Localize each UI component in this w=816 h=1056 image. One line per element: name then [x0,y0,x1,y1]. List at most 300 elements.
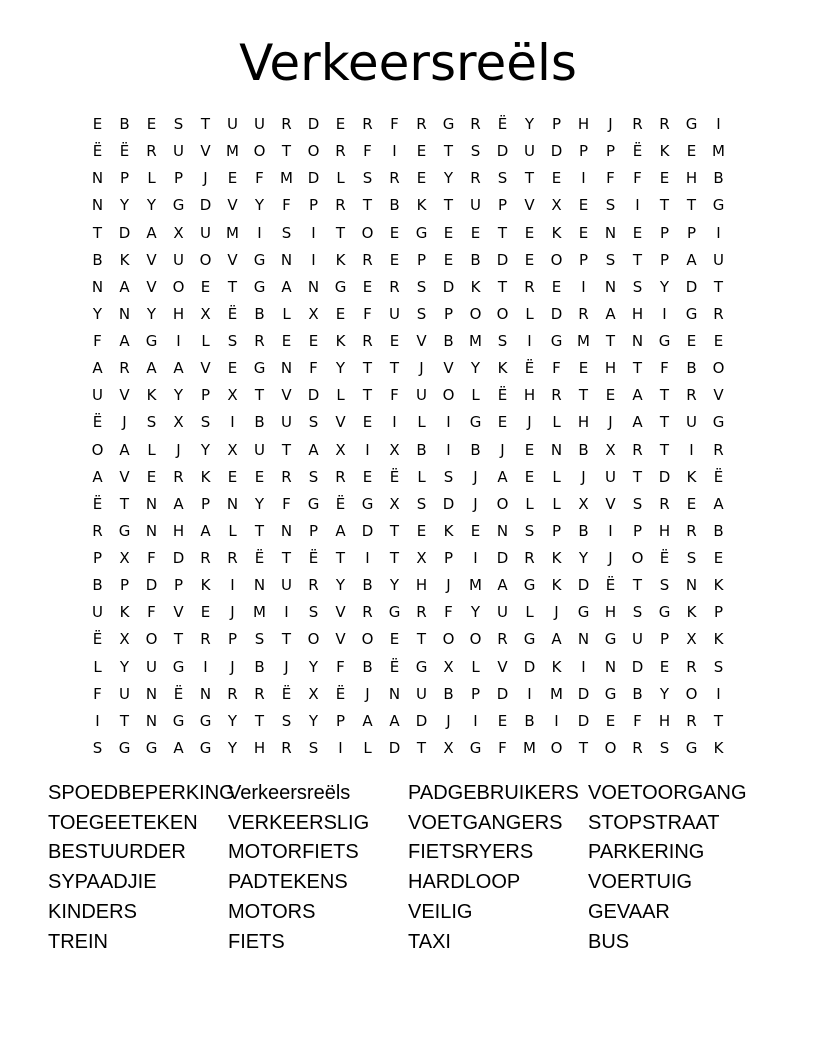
grid-letter: Ë [119,142,130,161]
grid-letter: T [659,386,670,405]
grid-letter: K [551,657,562,676]
grid-letter: K [416,196,427,215]
grid-letter: G [604,684,617,703]
grid-row [84,464,732,491]
grid-letter: D [631,657,644,676]
grid-letter: G [145,738,158,757]
grid-letter: G [469,738,482,757]
grid-letter: V [335,413,346,432]
word-search-grid [84,111,732,762]
grid-letter: I [554,711,559,730]
grid-letter: Y [659,277,670,296]
grid-letter: R [632,115,643,134]
grid-letter: K [335,250,346,269]
grid-letter: I [257,223,262,242]
grid-letter: O [199,250,212,269]
grid-row [84,437,732,464]
grid-letter: X [686,630,697,649]
grid-letter: T [254,386,265,405]
grid-letter: P [119,169,130,188]
grid-letter: A [200,521,211,540]
grid-letter: B [362,657,373,676]
grid-letter: B [578,440,589,459]
grid-letter: M [253,603,266,622]
grid-letter: E [578,223,589,242]
grid-letter: T [659,196,670,215]
grid-letter: K [200,576,211,595]
grid-letter: A [362,711,373,730]
grid-letter: J [203,169,208,188]
grid-letter: R [362,250,373,269]
grid-letter: S [281,223,292,242]
grid-letter: R [362,115,373,134]
grid-letter: I [473,549,478,568]
grid-letter: P [659,250,670,269]
grid-letter: L [201,332,210,351]
grid-letter: V [119,467,130,486]
grid-letter: P [497,196,508,215]
grid-letter: R [281,467,292,486]
grid-letter: P [173,576,184,595]
grid-letter: F [282,196,291,215]
grid-letter: E [524,467,535,486]
grid-letter: S [146,413,157,432]
grid-letter: O [361,223,374,242]
grid-letter: X [173,413,184,432]
grid-letter: T [632,576,643,595]
grid-letter: N [604,277,617,296]
grid-letter: F [93,684,102,703]
grid-letter: X [335,440,346,459]
word-list-item: MOTORS [228,901,316,924]
grid-letter: A [713,494,724,513]
grid-letter: O [604,738,617,757]
word-list-item: HARDLOOP [408,871,521,894]
grid-letter: Ë [632,142,643,161]
grid-letter: F [309,359,318,378]
grid-letter: X [308,684,319,703]
grid-letter: N [631,332,644,351]
grid-letter: B [254,304,265,323]
grid-letter: G [658,603,671,622]
grid-letter: Y [659,684,670,703]
grid-letter: T [335,223,346,242]
grid-letter: D [523,657,536,676]
grid-letter: E [200,277,211,296]
grid-letter: G [469,413,482,432]
grid-letter: L [471,657,480,676]
grid-letter: A [146,223,157,242]
grid-letter: A [497,576,508,595]
grid-letter: A [146,359,157,378]
grid-letter: N [307,277,320,296]
grid-letter: I [230,413,235,432]
grid-letter: Ë [335,684,346,703]
grid-letter: K [119,250,130,269]
grid-letter: E [605,711,616,730]
grid-letter: E [524,223,535,242]
grid-letter: P [632,521,643,540]
grid-letter: A [173,494,184,513]
grid-letter: H [172,304,185,323]
grid-letter: D [550,304,563,323]
grid-letter: U [632,630,643,649]
grid-letter: G [658,332,671,351]
grid-letter: D [496,684,509,703]
grid-letter: T [362,386,373,405]
grid-letter: Y [254,494,265,513]
grid-letter: D [361,521,374,540]
grid-letter: P [173,169,184,188]
grid-letter: O [145,630,158,649]
grid-letter: R [497,630,508,649]
grid-letter: S [416,494,427,513]
grid-letter: N [604,223,617,242]
grid-letter: I [635,196,640,215]
word-list-item: STOPSTRAAT [588,811,720,834]
grid-letter: R [281,738,292,757]
grid-letter: T [443,142,454,161]
grid-letter: S [254,630,265,649]
grid-letter: X [578,494,589,513]
grid-letter: D [199,196,212,215]
grid-letter: H [658,521,671,540]
grid-letter: P [686,223,697,242]
word-list-item: VEILIG [408,901,473,924]
grid-letter: R [713,440,724,459]
grid-letter: D [388,738,401,757]
grid-letter: T [524,169,535,188]
word-list-item: FIETS [228,930,285,953]
grid-letter: K [659,142,670,161]
grid-letter: S [686,549,697,568]
grid-letter: O [361,630,374,649]
grid-letter: X [173,223,184,242]
word-list-row [48,778,768,808]
word-list [48,778,768,957]
grid-letter: M [280,169,293,188]
grid-letter: T [119,711,130,730]
grid-letter: K [713,738,724,757]
grid-row [84,192,732,219]
grid-letter: Ë [308,549,319,568]
grid-letter: F [147,549,156,568]
grid-letter: L [282,304,291,323]
grid-letter: H [253,738,266,757]
grid-letter: R [146,142,157,161]
grid-letter: S [497,169,508,188]
grid-letter: S [713,657,724,676]
grid-letter: X [119,630,130,649]
grid-letter: T [713,277,724,296]
grid-letter: E [389,332,400,351]
grid-letter: D [442,277,455,296]
grid-letter: O [469,630,482,649]
grid-letter: Y [335,359,346,378]
grid-letter: T [443,196,454,215]
word-list-item: SYPAADJIE [48,871,157,894]
grid-letter: G [172,657,185,676]
grid-letter: T [713,711,724,730]
grid-letter: U [281,413,292,432]
grid-letter: N [145,684,158,703]
grid-letter: A [632,386,643,405]
grid-letter: J [500,440,505,459]
grid-letter: R [335,142,346,161]
grid-letter: J [473,467,478,486]
grid-letter: V [146,277,157,296]
grid-letter: I [203,657,208,676]
grid-row [84,545,732,572]
grid-letter: Y [524,115,535,134]
grid-letter: O [307,142,320,161]
grid-letter: T [254,521,265,540]
grid-letter: U [524,142,535,161]
grid-letter: U [416,684,427,703]
grid-letter: S [632,277,643,296]
grid-letter: R [362,603,373,622]
grid-letter: S [227,332,238,351]
grid-letter: K [335,332,346,351]
grid-letter: A [119,440,130,459]
grid-letter: B [632,684,643,703]
grid-letter: R [227,549,238,568]
grid-letter: H [415,576,428,595]
grid-letter: J [176,440,181,459]
grid-letter: P [92,549,103,568]
grid-letter: S [281,711,292,730]
grid-letter: D [577,576,590,595]
grid-letter: K [119,603,130,622]
grid-letter: P [551,521,562,540]
grid-letter: H [658,711,671,730]
grid-letter: H [577,413,590,432]
grid-letter: O [712,359,725,378]
grid-letter: P [119,576,130,595]
grid-letter: E [335,304,346,323]
grid-letter: B [578,521,589,540]
grid-letter: R [389,169,400,188]
grid-letter: U [146,657,157,676]
grid-letter: E [713,332,724,351]
grid-letter: N [91,169,104,188]
grid-letter: I [365,549,370,568]
word-list-item: VERKEERSLIG [228,811,370,834]
grid-letter: D [145,576,158,595]
grid-letter: E [146,467,157,486]
grid-letter: I [581,277,586,296]
grid-letter: V [227,196,238,215]
grid-letter: O [172,277,185,296]
word-list-item: PADGEBRUIKERS [408,781,579,804]
grid-letter: R [200,549,211,568]
grid-letter: F [444,603,453,622]
grid-letter: J [365,684,370,703]
grid-letter: J [419,359,424,378]
grid-letter: H [604,359,617,378]
grid-letter: E [389,250,400,269]
grid-letter: G [415,657,428,676]
grid-letter: F [606,169,615,188]
grid-letter: U [470,196,481,215]
grid-letter: D [577,684,590,703]
grid-letter: E [362,413,373,432]
grid-letter: J [527,413,532,432]
grid-letter: K [443,521,454,540]
grid-letter: R [632,440,643,459]
grid-letter: N [550,440,563,459]
grid-letter: X [551,196,562,215]
grid-letter: G [118,738,131,757]
grid-letter: R [227,684,238,703]
grid-letter: B [389,196,400,215]
grid-letter: G [523,576,536,595]
grid-letter: J [446,576,451,595]
grid-letter: S [92,738,103,757]
grid-row [84,708,732,735]
grid-letter: L [552,413,561,432]
grid-letter: I [527,332,532,351]
grid-letter: S [605,196,616,215]
grid-letter: D [415,711,428,730]
grid-letter: R [335,196,346,215]
grid-letter: D [685,277,698,296]
grid-letter: A [281,277,292,296]
grid-letter: T [362,196,373,215]
grid-letter: P [551,115,562,134]
grid-letter: G [307,494,320,513]
grid-letter: Ë [605,576,616,595]
grid-letter: V [281,386,292,405]
grid-letter: I [662,304,667,323]
grid-letter: S [524,521,535,540]
word-list-item: BUS [588,930,630,953]
grid-letter: P [227,630,238,649]
grid-letter: L [336,386,345,405]
grid-letter: R [335,467,346,486]
grid-letter: K [200,467,211,486]
grid-letter: L [417,467,426,486]
grid-row [84,518,732,545]
grid-row [84,165,732,192]
grid-letter: B [524,711,535,730]
grid-letter: D [496,142,509,161]
grid-letter: U [227,115,238,134]
grid-letter: A [173,738,184,757]
grid-letter: Y [254,196,265,215]
grid-letter: N [496,521,509,540]
grid-letter: E [578,196,589,215]
grid-letter: V [200,142,211,161]
grid-letter: A [551,630,562,649]
word-list-item: VOERTUIG [588,871,693,894]
grid-letter: K [686,603,697,622]
grid-letter: A [335,521,346,540]
grid-letter: S [173,115,184,134]
grid-letter: H [685,169,698,188]
grid-letter: X [308,304,319,323]
grid-letter: A [119,277,130,296]
grid-letter: Y [470,603,481,622]
grid-letter: N [280,521,293,540]
grid-letter: F [660,359,669,378]
grid-letter: V [119,386,130,405]
grid-letter: R [578,304,589,323]
grid-letter: U [92,386,103,405]
grid-letter: I [230,576,235,595]
grid-letter: E [497,413,508,432]
grid-letter: I [608,521,613,540]
grid-letter: V [200,359,211,378]
grid-letter: M [577,332,590,351]
grid-letter: I [716,684,721,703]
grid-letter: T [362,359,373,378]
grid-letter: G [442,115,455,134]
word-list-row [48,867,768,897]
grid-letter: P [443,304,454,323]
grid-letter: Ë [497,115,508,134]
grid-letter: E [362,467,373,486]
grid-letter: D [496,549,509,568]
grid-letter: B [686,359,697,378]
grid-letter: B [443,684,454,703]
grid-letter: H [172,521,185,540]
grid-letter: I [473,711,478,730]
grid-row [84,681,732,708]
grid-letter: T [200,115,211,134]
grid-letter: S [416,304,427,323]
grid-letter: N [685,576,698,595]
grid-letter: I [689,440,694,459]
grid-letter: P [200,494,211,513]
grid-letter: R [173,467,184,486]
grid-letter: R [254,684,265,703]
grid-letter: Ë [389,657,400,676]
grid-letter: T [389,549,400,568]
grid-letter: O [469,304,482,323]
grid-letter: N [577,630,590,649]
grid-letter: N [388,684,401,703]
grid-letter: Ë [281,684,292,703]
grid-letter: B [713,521,724,540]
grid-letter: D [658,467,671,486]
grid-letter: A [92,359,103,378]
grid-letter: Ë [524,359,535,378]
grid-letter: I [716,115,721,134]
grid-letter: G [172,711,185,730]
grid-letter: V [443,359,454,378]
word-list-item: TAXI [408,930,451,953]
grid-letter: A [632,413,643,432]
grid-letter: I [176,332,181,351]
grid-letter: J [608,549,613,568]
grid-letter: B [92,576,103,595]
grid-letter: R [686,386,697,405]
grid-letter: T [416,630,427,649]
grid-letter: P [470,684,481,703]
grid-letter: T [227,277,238,296]
grid-letter: T [632,467,643,486]
grid-letter: G [199,711,212,730]
grid-letter: T [173,630,184,649]
grid-letter: P [659,223,670,242]
grid-letter: O [442,386,455,405]
grid-letter: D [496,250,509,269]
word-list-item: TREIN [48,930,108,953]
grid-letter: P [578,250,589,269]
grid-letter: Y [200,440,211,459]
grid-letter: T [281,549,292,568]
